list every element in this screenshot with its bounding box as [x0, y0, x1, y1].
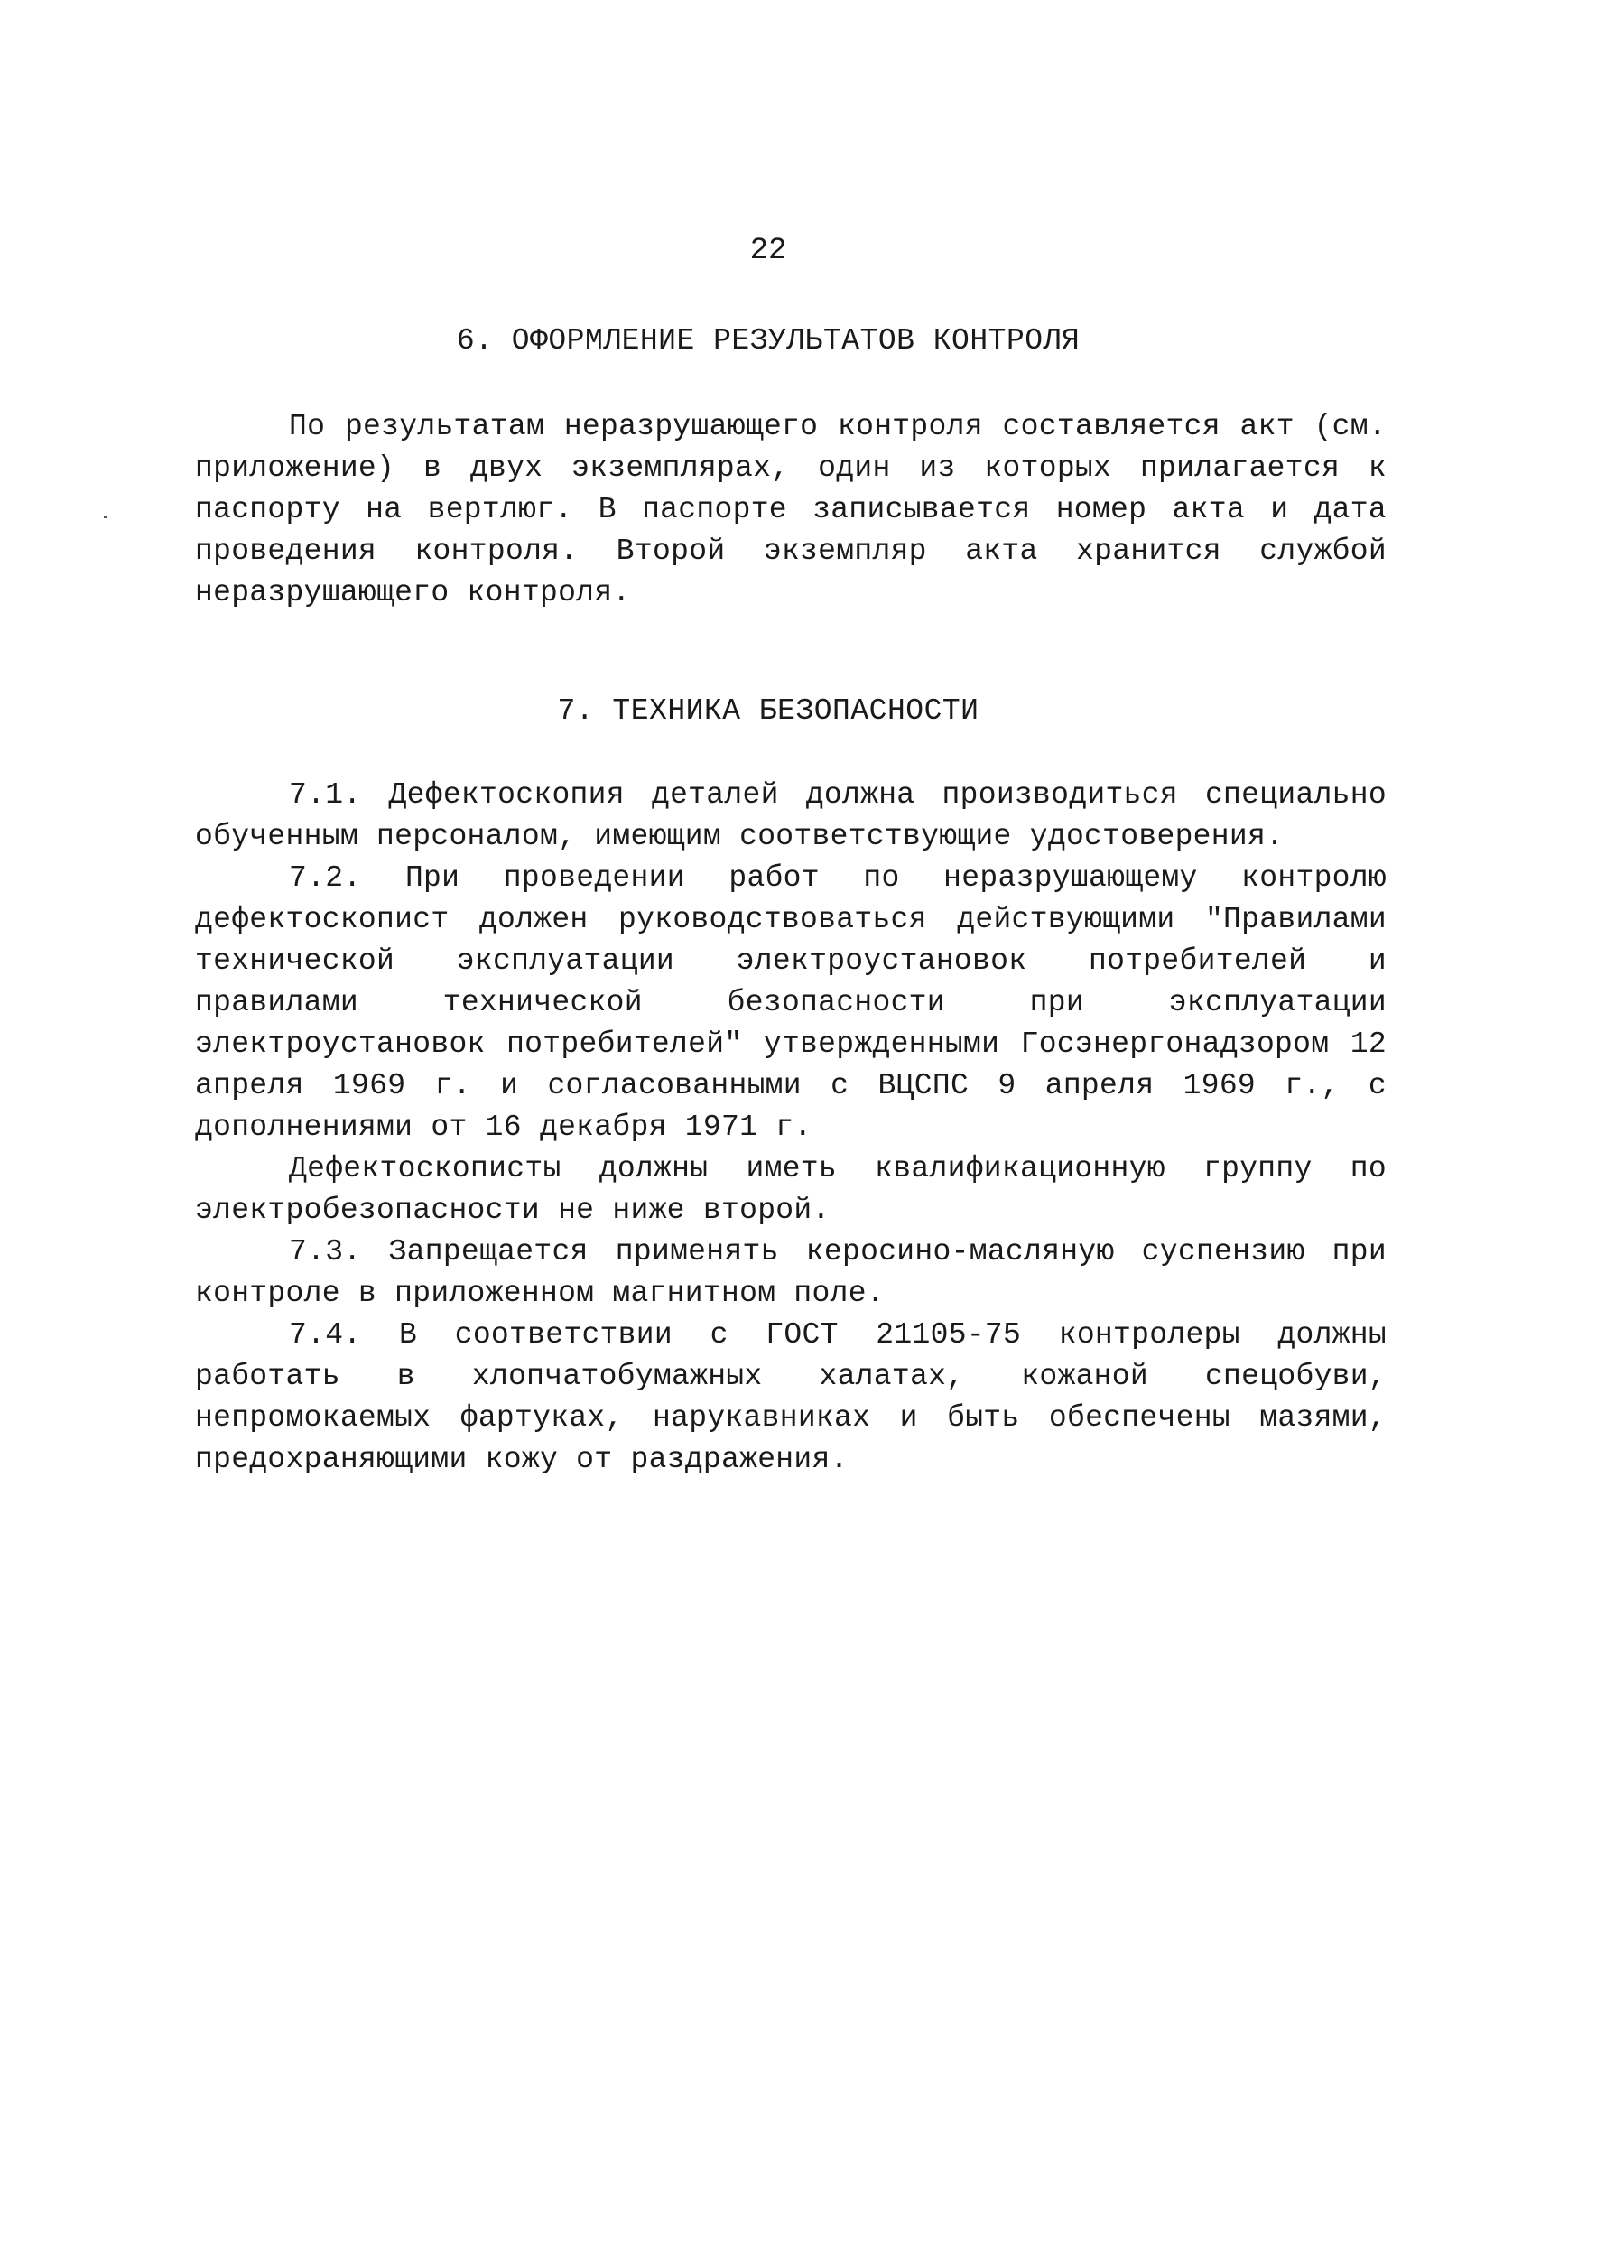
- paragraph-7-4: 7.4. В соответствии с ГОСТ 21105-75 контролеры должны работать в хлопчатобумажных халатах, кожаной спецобуви, непромокаемых фартуках, нарукавниках и быть обеспечены мазями, предохраняющими кожу от раздражения.: [195, 1318, 1387, 1476]
- section-7-body: [195, 775, 1387, 1481]
- paragraph-7-1: 7.1. Дефектоскопия деталей должна производиться специально обученным персоналом, имеющим соответствующие удостоверения.: [195, 778, 1387, 853]
- paragraph-7-3: 7.3. Запрещается применять керосино-масляную суспензию при контроле в приложенном магнитном поле.: [195, 1235, 1387, 1310]
- margin-mark: [104, 516, 107, 518]
- paragraph-7-2: 7.2. При проведении работ по неразрушающему контролю дефектоскопист должен руководствоваться действующими "Правилами технической эксплуатации электроустановок потребителей и правилами технической безопасности при эксплуатации электроустановок потребителей" утвержденными Госэнергонадзором 12 апреля 1969 г. и согласованными с ВЦСПС 9 апреля 1969 г., с дополнениями от 16 декабря 1971 г.: [195, 861, 1387, 1144]
- paragraph-7-2-qualification: Дефектоскописты должны иметь квалификационную группу по электробезопасности не ниже второй.: [195, 1152, 1387, 1227]
- section-6-heading: 6. ОФОРМЛЕНИЕ РЕЗУЛЬТАТОВ КОНТРОЛЯ: [456, 324, 1081, 358]
- page-number: 22: [749, 234, 787, 268]
- paragraph: По результатам неразрушающего контроля составляется акт (см. приложение) в двух экземплярах, один из которых прилагается к паспорту на вертлюг. В паспорте записывается номер акта и дата проведения контроля. Второй экземпляр акта хранится службой неразрушающего контроля.: [195, 410, 1387, 609]
- section-7-heading: 7. ТЕХНИКА БЕЗОПАСНОСТИ: [557, 694, 979, 728]
- section-6-body: [195, 406, 1387, 614]
